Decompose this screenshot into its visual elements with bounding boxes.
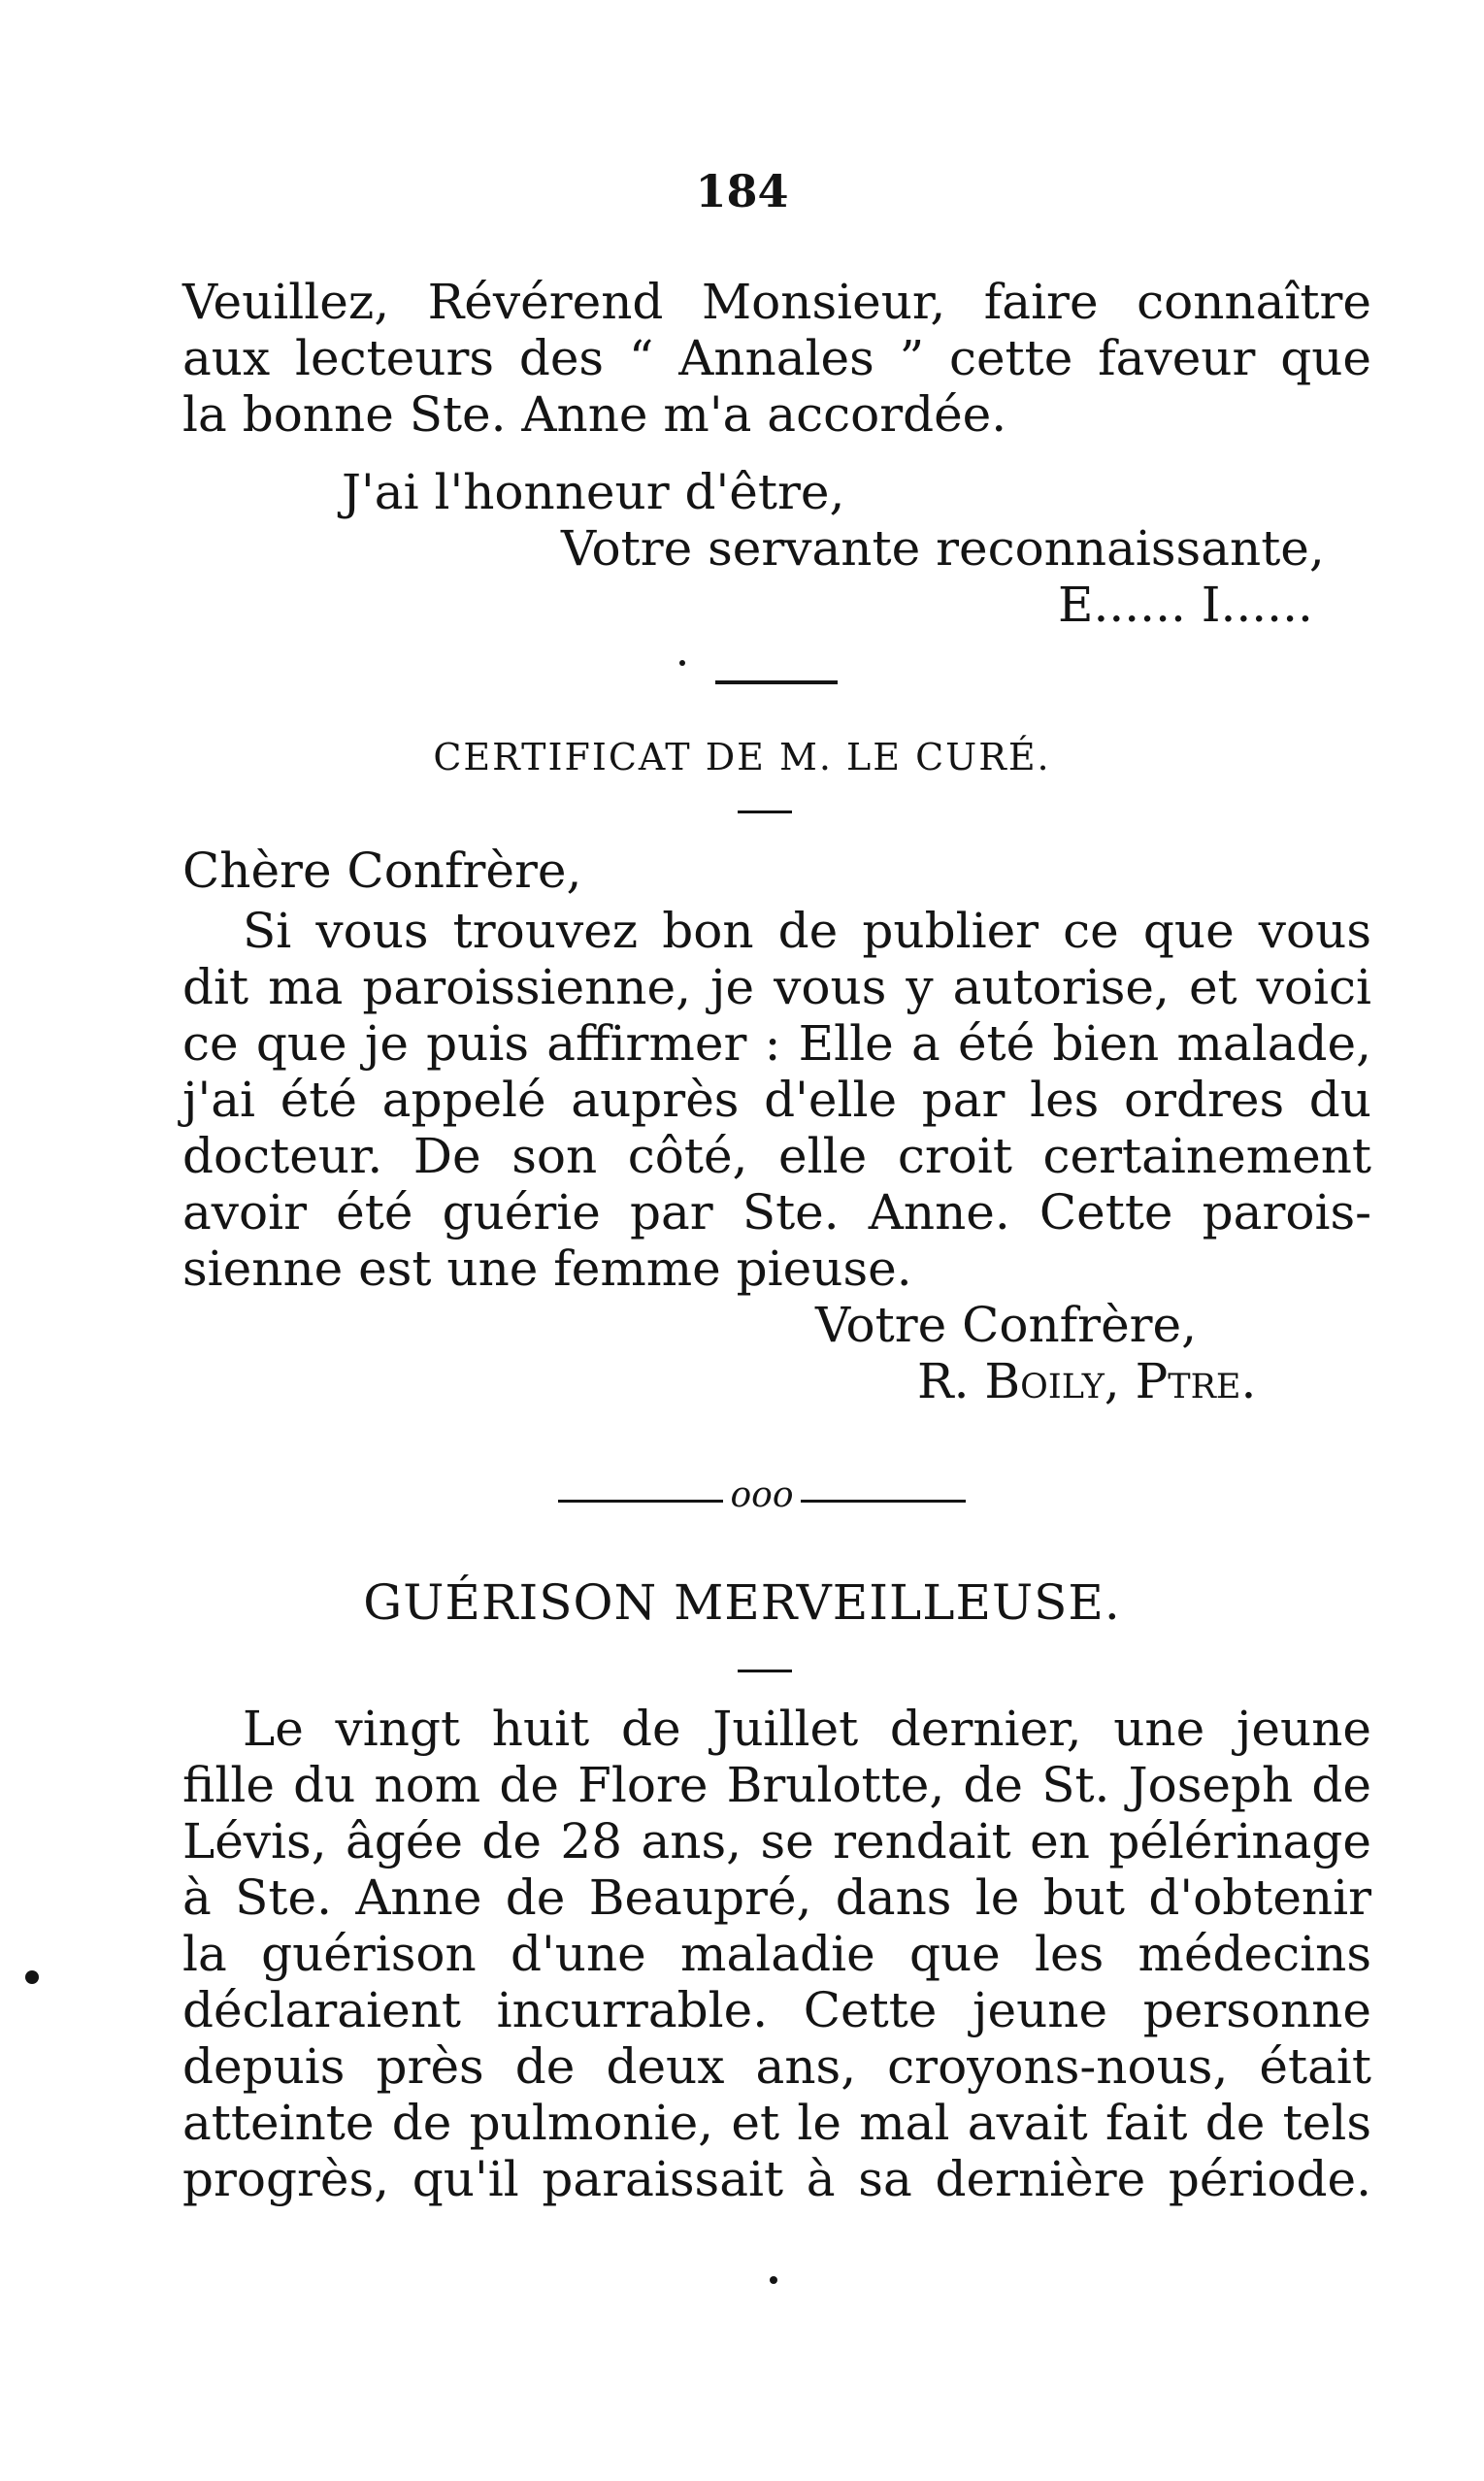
- certificate-signature: R. Boily, Ptre.: [917, 1353, 1257, 1409]
- certificate-line: j'ai été appelé auprès d'elle par les ordres du: [182, 1072, 1371, 1128]
- separator-rule-right: [801, 1500, 966, 1503]
- letter-line: la bonne Ste. Anne m'a accordée.: [182, 386, 1007, 443]
- certificate-line: docteur. De son côté, elle croit certainement: [182, 1128, 1371, 1184]
- certificate-line: Si vous trouvez bon de publier ce que vous: [243, 903, 1371, 959]
- section-line: déclaraient incurrable. Cette jeune personne: [182, 1982, 1371, 2038]
- ink-dot: [770, 2276, 777, 2284]
- section-line: atteinte de pulmonie, et le mal avait fait de tels: [182, 2095, 1371, 2151]
- section-line: Le vingt huit de Juillet dernier, une jeune: [243, 1701, 1371, 1757]
- certificate-salutation: Chère Confrère,: [182, 843, 582, 899]
- certificate-line: sienne est une femme pieuse.: [182, 1240, 912, 1297]
- section-line: Lévis, âgée de 28 ans, se rendait en pélérinage: [182, 1813, 1371, 1869]
- letter-line: aux lecteurs des “ Annales ” cette faveur que: [182, 330, 1371, 386]
- certificate-line: ce que je puis affirmer : Elle a été bien malade,: [182, 1015, 1371, 1072]
- letter-closing-servant: Votre servante reconnaissante,: [561, 520, 1325, 577]
- section-line: depuis près de deux ans, croyons-nous, était: [182, 2038, 1371, 2095]
- certificate-closing: Votre Confrère,: [815, 1297, 1198, 1353]
- divider-rule: [738, 810, 792, 813]
- certificate-line: avoir été guérie par Ste. Anne. Cette parois-: [182, 1184, 1371, 1240]
- section-line: à Ste. Anne de Beaupré, dans le but d'obtenir: [182, 1869, 1371, 1926]
- section-line: la guérison d'une maladie que les médecins: [182, 1926, 1371, 1982]
- ink-dot: [679, 660, 685, 666]
- page-number: 184: [695, 165, 789, 217]
- separator-ornament: ooo: [730, 1475, 794, 1515]
- ink-dot: [25, 1970, 39, 1984]
- letter-closing: J'ai l'honneur d'être,: [342, 464, 845, 520]
- certificate-line: dit ma paroissienne, je vous y autorise, et voici: [182, 959, 1371, 1015]
- letter-signature: E...... I......: [1058, 577, 1313, 633]
- divider-rule: [715, 680, 838, 684]
- separator-rule-left: [558, 1500, 723, 1503]
- section-line: fille du nom de Flore Brulotte, de St. Joseph de: [182, 1757, 1371, 1813]
- divider-rule: [738, 1670, 792, 1672]
- letter-line: Veuillez, Révérend Monsieur, faire connaître: [182, 274, 1371, 330]
- certificate-heading: CERTIFICAT DE M. LE CURÉ.: [433, 736, 1051, 778]
- section-heading: GUÉRISON MERVEILLEUSE.: [363, 1574, 1121, 1631]
- section-line: progrès, qu'il paraissait à sa dernière période.: [182, 2151, 1371, 2207]
